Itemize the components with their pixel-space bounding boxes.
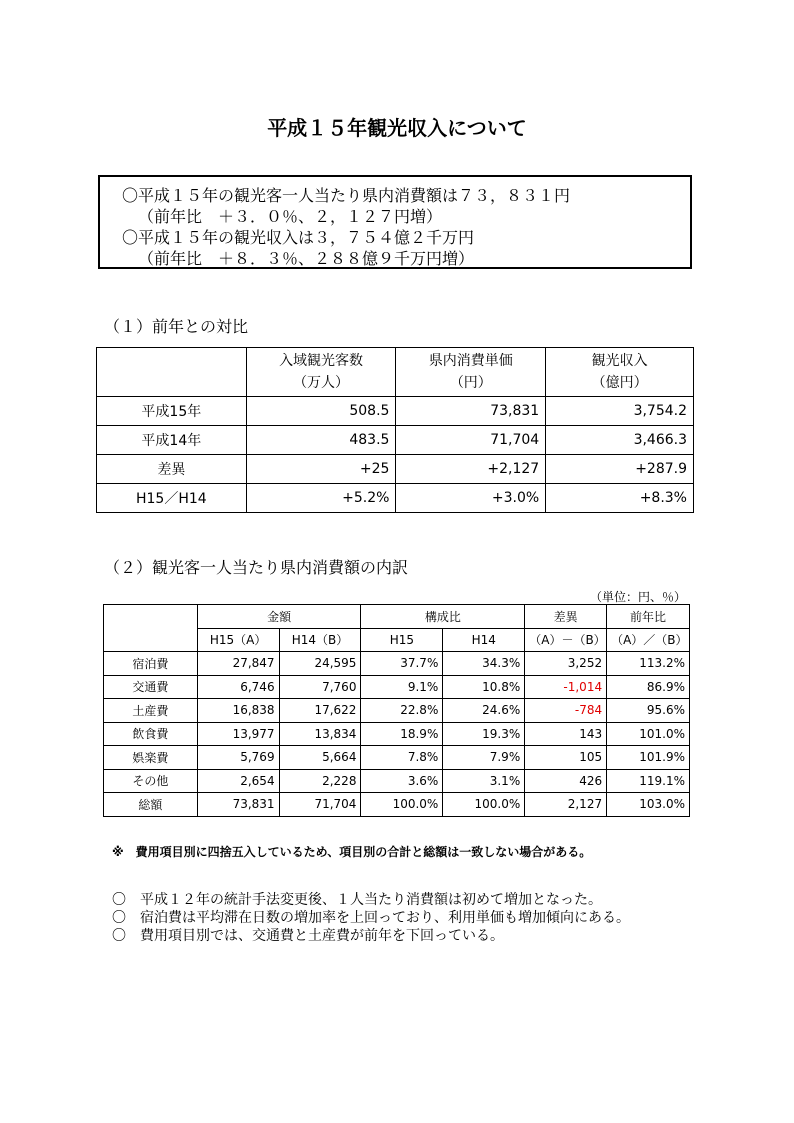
- group-header: 金額: [197, 605, 361, 629]
- section2-heading: （２）観光客一人当たり県内消費額の内訳: [104, 558, 409, 577]
- list-item: [112, 927, 630, 945]
- row-label: 総額: [104, 793, 198, 817]
- table-cell: 27,847: [197, 652, 279, 676]
- row-label: 宿泊費: [104, 652, 198, 676]
- table-cell: 508.5: [246, 397, 396, 426]
- table-cell: 3.6%: [361, 769, 443, 793]
- table-cell: -784: [525, 699, 607, 723]
- bullet-text: 平成１２年の統計手法変更後、１人当たり消費額は初めて増加となった。: [140, 892, 602, 908]
- table-cell: 3,466.3: [546, 426, 694, 455]
- table-cell: 10.8%: [443, 675, 525, 699]
- table-corner: [97, 348, 247, 397]
- row-label: 交通費: [104, 675, 198, 699]
- table-corner: [104, 605, 198, 652]
- row-label: H15／H14: [97, 484, 247, 513]
- table-cell: +8.3%: [546, 484, 694, 513]
- bullet-list: [112, 891, 630, 945]
- table-row: [104, 699, 690, 723]
- row-label: 土産費: [104, 699, 198, 723]
- table-row: [97, 397, 694, 426]
- group-header: 差異: [525, 605, 607, 629]
- table-cell: 2,127: [525, 793, 607, 817]
- table-cell: 13,834: [279, 722, 361, 746]
- bullet-text: 費用項目別では、交通費と土産費が前年を下回っている。: [140, 928, 504, 944]
- table-row: [104, 675, 690, 699]
- table-cell: 13,977: [197, 722, 279, 746]
- table-cell: 18.9%: [361, 722, 443, 746]
- bullet-marker: 〇: [112, 892, 126, 908]
- table-cell: 2,654: [197, 769, 279, 793]
- breakdown-table: [103, 604, 690, 817]
- row-label: 差異: [97, 455, 247, 484]
- table-cell: 71,704: [279, 793, 361, 817]
- column-header-line: 観光収入: [591, 353, 648, 369]
- table-cell: 483.5: [246, 426, 396, 455]
- table-row: [104, 769, 690, 793]
- row-label: 平成14年: [97, 426, 247, 455]
- table-cell: 103.0%: [607, 793, 690, 817]
- table-cell: 3.1%: [443, 769, 525, 793]
- table-cell: 7,760: [279, 675, 361, 699]
- table-cell: 19.3%: [443, 722, 525, 746]
- table-cell: 100.0%: [361, 793, 443, 817]
- column-header: [246, 348, 396, 397]
- section1-heading: （１）前年との対比: [104, 317, 249, 336]
- table-row: [104, 793, 690, 817]
- table-cell: +5.2%: [246, 484, 396, 513]
- table-row: [97, 426, 694, 455]
- table-cell: 16,838: [197, 699, 279, 723]
- column-header-line: 入域観光客数: [279, 353, 364, 369]
- row-label: 平成15年: [97, 397, 247, 426]
- table-row: [104, 652, 690, 676]
- bullet-text: 宿泊費は平均滞在日数の増加率を上回っており、利用単価も増加傾向にある。: [140, 910, 630, 926]
- group-header: 前年比: [607, 605, 690, 629]
- table-cell: 105: [525, 746, 607, 770]
- table-cell: 17,622: [279, 699, 361, 723]
- bullet-marker: 〇: [112, 910, 126, 926]
- table-row: [104, 746, 690, 770]
- sub-header: （A）／（B）: [607, 628, 690, 652]
- table-cell: 6,746: [197, 675, 279, 699]
- table-cell: 100.0%: [443, 793, 525, 817]
- column-header-unit: （円）: [449, 375, 492, 391]
- table-cell: +2,127: [396, 455, 546, 484]
- table-cell: 101.0%: [607, 722, 690, 746]
- column-header-unit: （億円）: [591, 375, 648, 391]
- table-header-row: [97, 348, 694, 397]
- footnote: ※ 費用項目別に四捨五入しているため、項目別の合計と総額は一致しない場合がある。: [112, 845, 592, 859]
- table-cell: 3,252: [525, 652, 607, 676]
- row-label: 娯楽費: [104, 746, 198, 770]
- table-cell: +287.9: [546, 455, 694, 484]
- column-header-unit: （万人）: [293, 375, 350, 391]
- column-header: [546, 348, 694, 397]
- table-cell: 7.8%: [361, 746, 443, 770]
- table-row: [104, 722, 690, 746]
- summary-line: （前年比 ＋３．０％、２，１２７円増）: [138, 207, 443, 226]
- bullet-marker: 〇: [112, 928, 126, 944]
- table-cell: 95.6%: [607, 699, 690, 723]
- table-cell: 143: [525, 722, 607, 746]
- table-cell: 119.1%: [607, 769, 690, 793]
- list-item: [112, 909, 630, 927]
- table-cell: 5,769: [197, 746, 279, 770]
- table-cell: 73,831: [396, 397, 546, 426]
- table-cell: 9.1%: [361, 675, 443, 699]
- table-row: [97, 484, 694, 513]
- table-cell: 113.2%: [607, 652, 690, 676]
- group-header-row: [104, 605, 690, 629]
- sub-header: H15: [361, 628, 443, 652]
- table-cell: 34.3%: [443, 652, 525, 676]
- summary-line: （前年比 ＋８．３％、２８８億９千万円増）: [138, 249, 475, 268]
- table-row: [97, 455, 694, 484]
- column-header: [396, 348, 546, 397]
- row-label: その他: [104, 769, 198, 793]
- group-header: 構成比: [361, 605, 525, 629]
- sub-header: H14: [443, 628, 525, 652]
- table-cell: 426: [525, 769, 607, 793]
- table-cell: 71,704: [396, 426, 546, 455]
- summary-line: 〇平成１５年の観光客一人当たり県内消費額は７３，８３１円: [122, 186, 571, 205]
- table-cell: +3.0%: [396, 484, 546, 513]
- list-item: [112, 891, 630, 909]
- sub-header: （A）－（B）: [525, 628, 607, 652]
- sub-header: H15（A）: [197, 628, 279, 652]
- table-cell: 7.9%: [443, 746, 525, 770]
- table-cell: 73,831: [197, 793, 279, 817]
- sub-header: H14（B）: [279, 628, 361, 652]
- comparison-table: [96, 347, 694, 513]
- summary-box: [98, 175, 692, 269]
- column-header-line: 県内消費単価: [428, 353, 513, 369]
- table-cell: +25: [246, 455, 396, 484]
- table-cell: 22.8%: [361, 699, 443, 723]
- page-title: 平成１５年観光収入について: [267, 116, 527, 140]
- table-cell: -1,014: [525, 675, 607, 699]
- table-cell: 3,754.2: [546, 397, 694, 426]
- summary-line: 〇平成１５年の観光収入は３，７５４億２千万円: [122, 228, 475, 247]
- table-cell: 24.6%: [443, 699, 525, 723]
- table-cell: 37.7%: [361, 652, 443, 676]
- unit-label: （単位：円、％）: [589, 590, 686, 604]
- breakdown-body: [104, 652, 690, 817]
- table-cell: 86.9%: [607, 675, 690, 699]
- table-cell: 24,595: [279, 652, 361, 676]
- table-cell: 2,228: [279, 769, 361, 793]
- table-cell: 101.9%: [607, 746, 690, 770]
- row-label: 飲食費: [104, 722, 198, 746]
- table-cell: 5,664: [279, 746, 361, 770]
